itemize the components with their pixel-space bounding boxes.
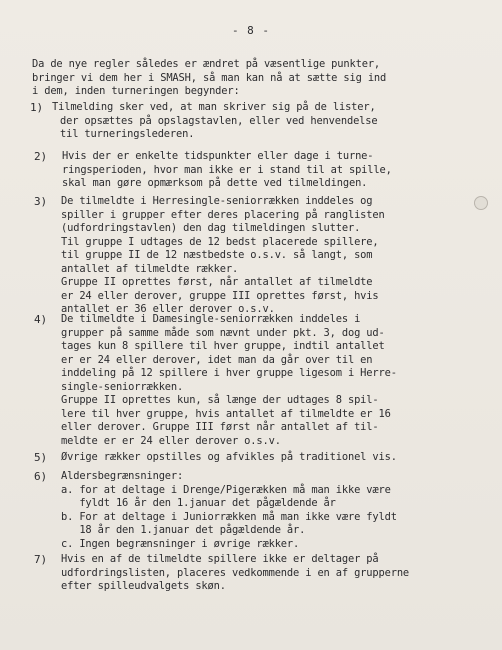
rule-line: tages kun 8 spillere til hver gruppe, indtil antallet xyxy=(61,340,385,352)
page-number: - 8 - xyxy=(231,24,271,37)
rule-item-1 xyxy=(30,101,490,142)
rule-line: Hvis der er enkelte tidspunkter eller dage i turne- xyxy=(62,150,374,162)
rule-line: Til gruppe I udtages de 12 bedst placerede spillere, xyxy=(61,235,379,248)
rule-item-2 xyxy=(34,150,494,191)
rule-body xyxy=(34,470,494,551)
rule-line: spiller i grupper efter deres placering på ranglisten xyxy=(61,208,385,221)
rule-line: c. Ingen begrænsninger i øvrige rækker. xyxy=(61,537,300,550)
rule-line: De tilmeldte i Herresingle-seniorrækken inddeles og xyxy=(61,195,373,207)
rule-line: b. For at deltage i Juniorrækken må man ikke være fyldt xyxy=(61,510,397,523)
rule-item-6 xyxy=(34,470,494,551)
rule-body xyxy=(34,150,494,191)
rule-line: Øvrige rækker opstilles og afvikles på traditionel vis. xyxy=(61,451,397,463)
rule-line: er 24 eller derover, gruppe III oprettes først, hvis xyxy=(61,289,379,302)
rule-line: Tilmelding sker ved, at man skriver sig på de lister, xyxy=(52,101,376,113)
rule-number: 7) xyxy=(34,553,47,566)
rule-number: 2) xyxy=(34,150,47,163)
rule-line: der opsættes på opslagstavlen, eller ved henvendelse xyxy=(60,114,378,127)
rule-item-5 xyxy=(34,451,494,465)
rule-number: 1) xyxy=(30,101,43,114)
rule-line: antallet af tilmeldte rækker. xyxy=(61,262,239,275)
rule-line: Gruppe II oprettes først, når antallet af tilmeldte xyxy=(61,276,373,288)
rule-line: (udfordringstavlen) den dag tilmeldingen slutter. xyxy=(61,222,361,234)
rule-line: inddeling på 12 spillere i hver gruppe ligesom i Herre- xyxy=(61,367,397,379)
rule-line: er er 24 eller derover, idet man da går over til en xyxy=(61,353,373,366)
rule-line: fyldt 16 år den 1.januar det pågældende år xyxy=(61,497,336,509)
rule-line: antallet er 36 eller derover o.s.v. xyxy=(61,303,275,315)
rule-line: til gruppe II de 12 næstbedste o.s.v. så langt, som xyxy=(61,249,373,261)
rule-body xyxy=(34,195,494,317)
rule-line: til turneringslederen. xyxy=(60,128,195,140)
rule-line: meldte er er 24 eller derover o.s.v. xyxy=(61,434,281,447)
rule-number: 4) xyxy=(34,313,47,326)
rule-body xyxy=(34,451,494,465)
rule-body xyxy=(34,313,494,448)
rule-line: lere til hver gruppe, hvis antallet af tilmeldte er 16 xyxy=(61,407,391,420)
rule-item-4 xyxy=(34,313,494,448)
rule-body xyxy=(30,101,490,142)
intro-line: Da de nye regler således er ændret på væsentlige punkter, xyxy=(32,58,381,70)
rule-line: ringsperioden, hvor man ikke er i stand til at spille, xyxy=(62,163,392,176)
rule-item-3 xyxy=(34,195,494,317)
rule-number: 3) xyxy=(34,195,47,208)
rule-line: Hvis en af de tilmeldte spillere ikke er deltager på xyxy=(61,553,379,565)
intro-paragraph xyxy=(32,58,484,99)
punch-hole xyxy=(474,196,488,210)
rule-line: efter spilleudvalgets skøn. xyxy=(61,580,226,592)
rule-line: single-seniorrækken. xyxy=(61,380,184,393)
rule-line: a. for at deltage i Drenge/Pigerækken må man ikke være xyxy=(61,483,391,496)
rule-line: 18 år den 1.januar det pågældende år. xyxy=(61,524,306,536)
rule-number: 5) xyxy=(34,451,47,464)
rule-line: udfordringslisten, placeres vedkommende i en af grupperne xyxy=(61,566,410,579)
rule-line: Gruppe II oprettes kun, så længe der udtages 8 spil- xyxy=(61,394,379,406)
intro-line: bringer vi dem her i SMASH, så man kan nå at sætte sig ind xyxy=(32,71,387,84)
intro-line: i dem, inden turneringen begynder: xyxy=(32,85,240,97)
rule-line: skal man gøre opmærksom på dette ved tilmeldingen. xyxy=(62,177,368,189)
rule-line: grupper på samme måde som nævnt under pkt. 3, dog ud- xyxy=(61,326,385,339)
rule-line: De tilmeldte i Damesingle-seniorrækken inddeles i xyxy=(61,313,361,325)
rule-number: 6) xyxy=(34,470,47,483)
rule-line: Aldersbegrænsninger: xyxy=(61,470,184,482)
rule-line: eller derover. Gruppe III først når antallet af til- xyxy=(61,421,379,433)
rule-item-7 xyxy=(34,553,494,594)
rule-body xyxy=(34,553,494,594)
